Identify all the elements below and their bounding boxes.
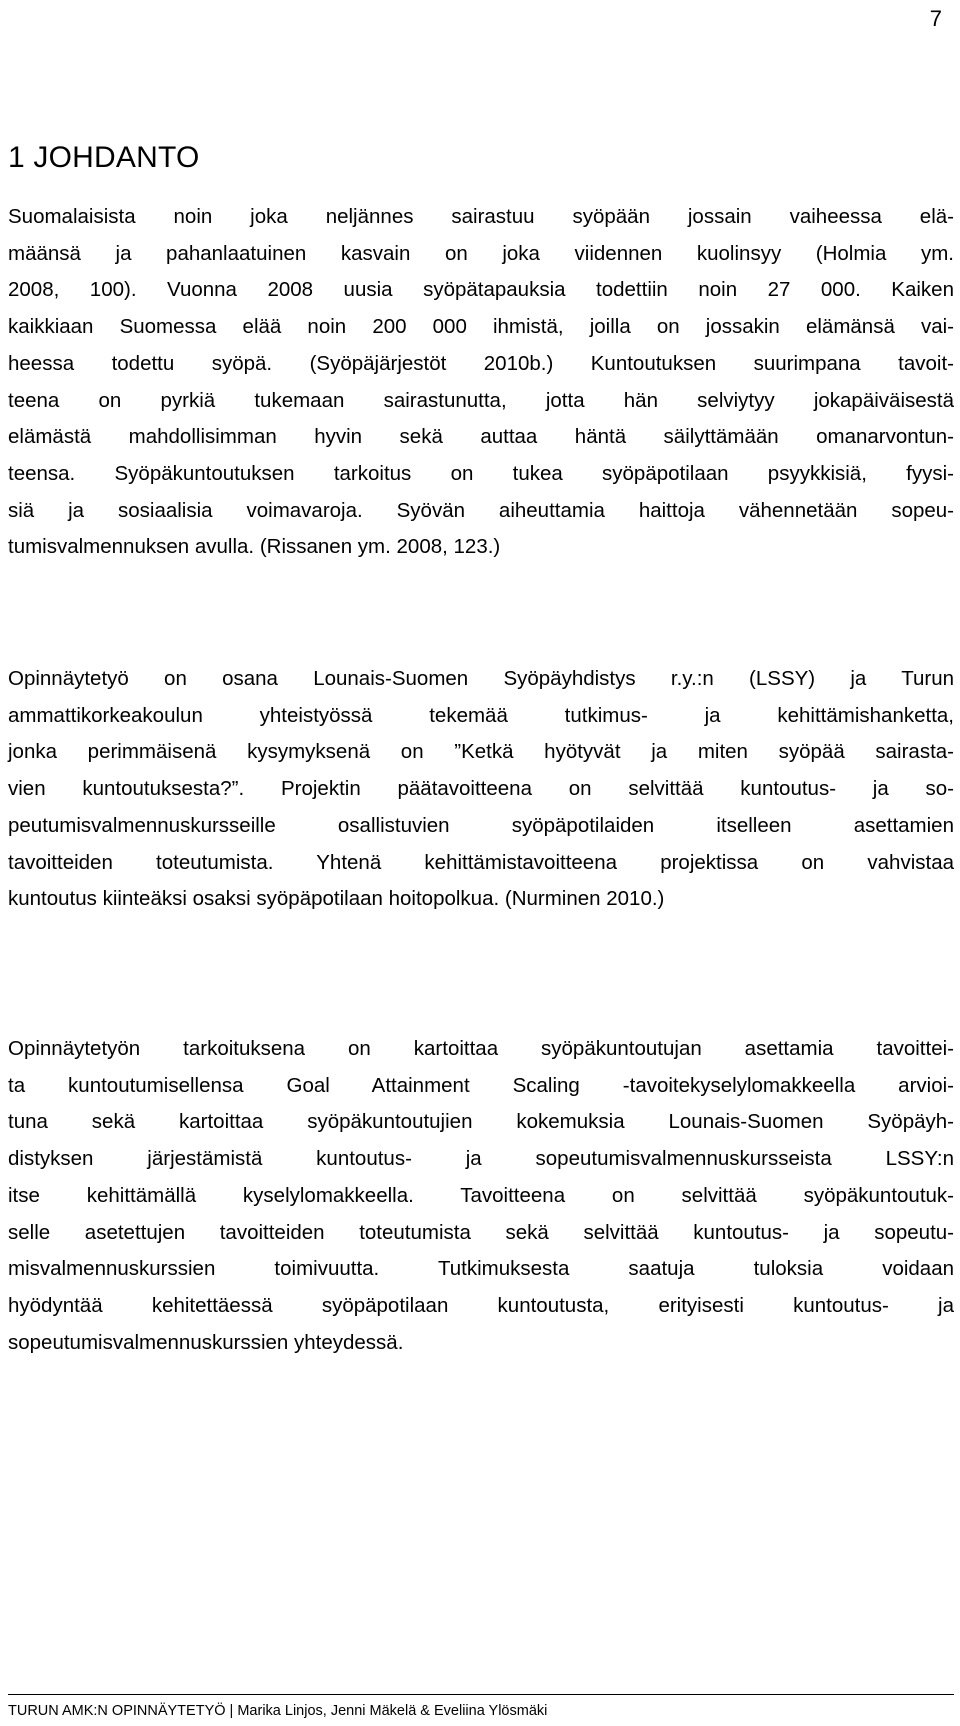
text-line: teena on pyrkiä tukemaan sairastunutta, jotta hän selviytyy jokapäiväisestä <box>8 388 954 412</box>
footer-divider <box>8 1694 954 1695</box>
text-line: 2008, 100). Vuonna 2008 uusia syöpätapauksia todettiin noin 27 000. Kaiken <box>8 278 954 302</box>
text-line: Opinnäytetyön tarkoituksena on kartoittaa syöpäkuntoutujan asettamia tavoittei- <box>8 1037 954 1060</box>
text-line: siä ja sosiaalisia voimavaroja. Syövän aiheuttamia haittoja vähennetään sopeu- <box>8 498 954 522</box>
text-line: tumisvalmennuksen avulla. (Rissanen ym. 2008, 123.) <box>8 535 501 559</box>
text-line: kuntoutus kiinteäksi osaksi syöpäpotilaan hoitopolkua. (Nurminen 2010.) <box>8 887 665 911</box>
text-line: selle asetettujen tavoitteiden toteutumista sekä selvittää kuntoutus- ja sopeutu- <box>8 1220 954 1244</box>
paragraph-purpose <box>8 1031 954 1361</box>
paragraph-project <box>8 661 954 918</box>
text-line: ammattikorkeakoulun yhteistyössä tekemää tutkimus- ja kehittämishanketta, <box>8 703 954 727</box>
text-line: peutumisvalmennuskursseille osallistuvien syöpäpotilaiden itselleen asettamien <box>8 813 954 837</box>
text-line: distyksen järjestämistä kuntoutus- ja sopeutumisvalmennuskursseista LSSY:n <box>8 1147 954 1171</box>
text-line: hyödyntää kehitettäessä syöpäpotilaan kuntoutusta, erityisesti kuntoutus- ja <box>8 1293 954 1317</box>
text-line: heessa todettu syöpä. (Syöpäjärjestöt 2010b.) Kuntoutuksen suurimpana tavoit- <box>8 351 954 375</box>
page-footer: TURUN AMK:N OPINNÄYTETYÖ | Marika Linjos, Jenni Mäkelä & Eveliina Ylösmäki <box>8 1703 548 1719</box>
text-line: teensa. Syöpäkuntoutuksen tarkoitus on tukea syöpäpotilaan psyykkisiä, fyysi- <box>8 461 954 485</box>
text-line: sopeutumisvalmennuskurssien yhteydessä. <box>8 1330 404 1354</box>
text-line: Suomalaisista noin joka neljännes sairastuu syöpään jossain vaiheessa elä- <box>8 205 954 228</box>
text-line: kaikkiaan Suomessa elää noin 200 000 ihmistä, joilla on jossakin elämänsä vai- <box>8 315 954 339</box>
text-line: määnsä ja pahanlaatuinen kasvain on joka viidennen kuolinsyy (Holmia ym. <box>8 241 954 265</box>
chapter-heading: 1 JOHDANTO <box>8 141 200 174</box>
text-line: misvalmennuskurssien toimivuutta. Tutkimuksesta saatuja tuloksia voidaan <box>8 1257 954 1281</box>
text-line: Opinnäytetyö on osana Lounais-Suomen Syöpäyhdistys r.y.:n (LSSY) ja Turun <box>8 667 954 690</box>
paragraph-intro <box>8 199 954 566</box>
text-line: tuna sekä kartoittaa syöpäkuntoutujien kokemuksia Lounais-Suomen Syöpäyh- <box>8 1110 954 1134</box>
text-line: elämästä mahdollisimman hyvin sekä auttaa häntä säilyttämään omanarvontun- <box>8 425 954 449</box>
text-line: jonka perimmäisenä kysymyksenä on ”Ketkä hyötyvät ja miten syöpää sairasta- <box>8 740 954 764</box>
text-line: ta kuntoutumisellensa Goal Attainment Scaling -tavoitekyselylomakkeella arvioi- <box>8 1073 954 1097</box>
text-line: vien kuntoutuksesta?”. Projektin päätavoitteena on selvittää kuntoutus- ja so- <box>8 777 954 801</box>
text-line: itse kehittämällä kyselylomakkeella. Tavoitteena on selvittää syöpäkuntoutuk- <box>8 1183 954 1207</box>
text-line: tavoitteiden toteutumista. Yhtenä kehittämistavoitteena projektissa on vahvistaa <box>8 850 954 874</box>
page-number: 7 <box>929 6 942 31</box>
